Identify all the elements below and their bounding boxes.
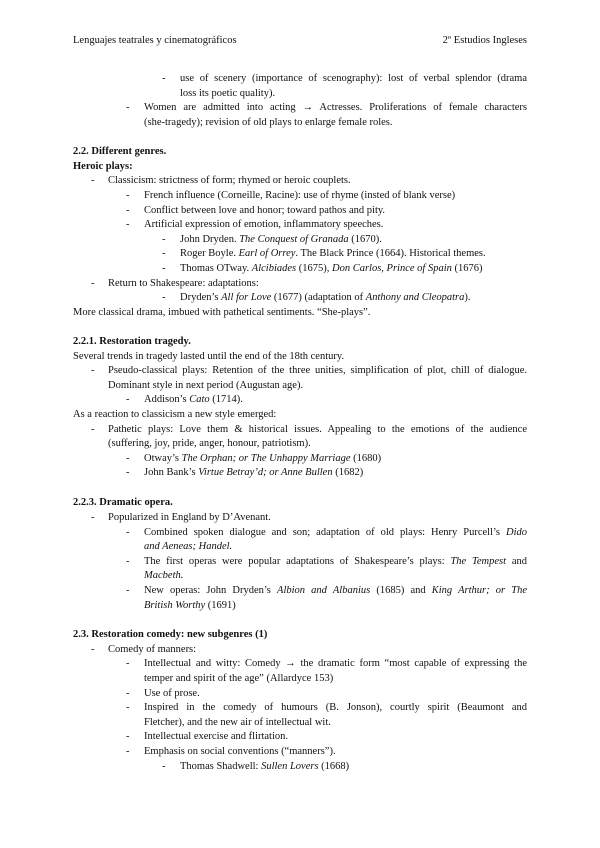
text-line: use of scenery (importance of scenography): lost of verbal splendor (drama — [180, 73, 527, 84]
bullet-dash: - — [126, 219, 130, 230]
bullet-dash: - — [162, 761, 166, 772]
bullet-dash: - — [91, 278, 95, 289]
text-line: temper and spirit of the age” (Allardyce 153) — [144, 673, 334, 684]
bullet-dash: - — [91, 175, 95, 186]
text-line: Thomas OTway. Alcibiades (1675), Don Carlos, Prince of Spain (1676) — [180, 263, 483, 274]
bullet-dash: - — [126, 205, 130, 216]
bullet-dash: - — [162, 234, 166, 245]
running-header-course: Lenguajes teatrales y cinematográficos — [73, 35, 237, 46]
text-line: Pseudo-classical plays: Retention of the three unities, simplification of plot, chill of dialogue. — [108, 365, 527, 376]
bullet-dash: - — [126, 688, 130, 699]
bullet-dash: - — [162, 73, 166, 84]
text-line: Otway’s The Orphan; or The Unhappy Marriage (1680) — [144, 453, 382, 464]
bullet-dash: - — [126, 190, 130, 201]
text-line: Dominant style in next period (Augustan age). — [108, 380, 304, 391]
text-line: and Aeneas; Handel. — [144, 541, 233, 552]
text-line: Intellectual exercise and flirtation. — [144, 731, 289, 742]
text-line: As a reaction to classicism a new style emerged: — [73, 409, 277, 420]
text-line: Pathetic plays: Love them & historical issues. Appealing to the emotions of the audience — [108, 424, 527, 435]
bullet-dash: - — [126, 102, 130, 113]
bullet-dash: - — [126, 658, 130, 669]
text-line: Fletcher), and the new air of intellectual wit. — [144, 717, 331, 728]
text-line: Emphasis on social conventions (“manners”). — [144, 746, 336, 757]
text-line: Return to Shakespeare: adaptations: — [108, 278, 259, 289]
text-line: loss its poetic quality). — [180, 88, 276, 99]
section-heading: 2.2.3. Dramatic opera. — [73, 497, 173, 508]
bullet-dash: - — [126, 467, 130, 478]
bullet-dash: - — [91, 644, 95, 655]
text-line: More classical drama, imbued with pathetical sentiments. “She-plays”. — [73, 307, 371, 318]
bullet-dash: - — [126, 585, 130, 596]
bullet-dash: - — [162, 263, 166, 274]
section-heading: 2.2.1. Restoration tragedy. — [73, 336, 191, 347]
text-line: Intellectual and witty: Comedy → the dramatic form “most capable of expressing the — [144, 658, 527, 669]
text-line: The first operas were popular adaptations of Shakespeare’s plays: The Tempest and — [144, 556, 527, 567]
text-line: New operas: John Dryden’s Albion and Albanius (1685) and King Arthur; or The — [144, 585, 527, 596]
text-line: John Dryden. The Conquest of Granada (1670). — [180, 234, 382, 245]
text-line: Inspired in the comedy of humours (B. Jonson), courtly spirit (Beaumont and — [144, 702, 527, 713]
section-heading: 2.2. Different genres. — [73, 146, 167, 157]
text-line: John Bank’s Virtue Betray’d; or Anne Bullen (1682) — [144, 467, 364, 478]
text-line: British Worthy (1691) — [144, 600, 236, 611]
text-line: Artificial expression of emotion, inflammatory speeches. — [144, 219, 384, 230]
text-line: (she-tragedy); revision of old plays to enlarge female roles. — [144, 117, 393, 128]
bullet-dash: - — [126, 731, 130, 742]
text-line: Roger Boyle. Earl of Orrey. The Black Prince (1664). Historical themes. — [180, 248, 486, 259]
text-line: Dryden’s All for Love (1677) (adaptation of Anthony and Cleopatra). — [180, 292, 471, 303]
text-line: Classicism: strictness of form; rhymed or heroic couplets. — [108, 175, 351, 186]
bullet-dash: - — [126, 702, 130, 713]
bullet-dash: - — [91, 365, 95, 376]
running-header-year: 2º Estudios Ingleses — [442, 35, 527, 46]
bullet-dash: - — [126, 746, 130, 757]
text-line: Thomas Shadwell: Sullen Lovers (1668) — [180, 761, 350, 772]
text-line: Comedy of manners: — [108, 644, 197, 655]
text-line: Popularized in England by D’Avenant. — [108, 512, 271, 523]
text-line: Women are admitted into acting → Actresses. Proliferations of female characters — [144, 102, 527, 113]
text-line: (suffering, joy, pride, anger, honour, patriotism). — [108, 438, 311, 449]
text-line: Addison’s Cato (1714). — [144, 394, 243, 405]
text-line: Use of prose. — [144, 688, 200, 699]
section-heading: 2.3. Restoration comedy: new subgenres (1) — [73, 629, 268, 640]
text-line: Several trends in tragedy lasted until the end of the 18th century. — [73, 351, 345, 362]
text-line: Conflict between love and honor; toward pathos and pity. — [144, 205, 386, 216]
bullet-dash: - — [91, 512, 95, 523]
bullet-dash: - — [126, 556, 130, 567]
subsection-heading: Heroic plays: — [73, 161, 133, 172]
bullet-dash: - — [162, 248, 166, 259]
text-line: French influence (Corneille, Racine): use of rhyme (insted of blank verse) — [144, 190, 456, 201]
bullet-dash: - — [126, 453, 130, 464]
bullet-dash: - — [162, 292, 166, 303]
bullet-dash: - — [126, 394, 130, 405]
bullet-dash: - — [91, 424, 95, 435]
text-line: Macbeth. — [144, 570, 184, 581]
text-line: Combined spoken dialogue and son; adaptation of old plays: Henry Purcell’s Dido — [144, 527, 527, 538]
bullet-dash: - — [126, 527, 130, 538]
